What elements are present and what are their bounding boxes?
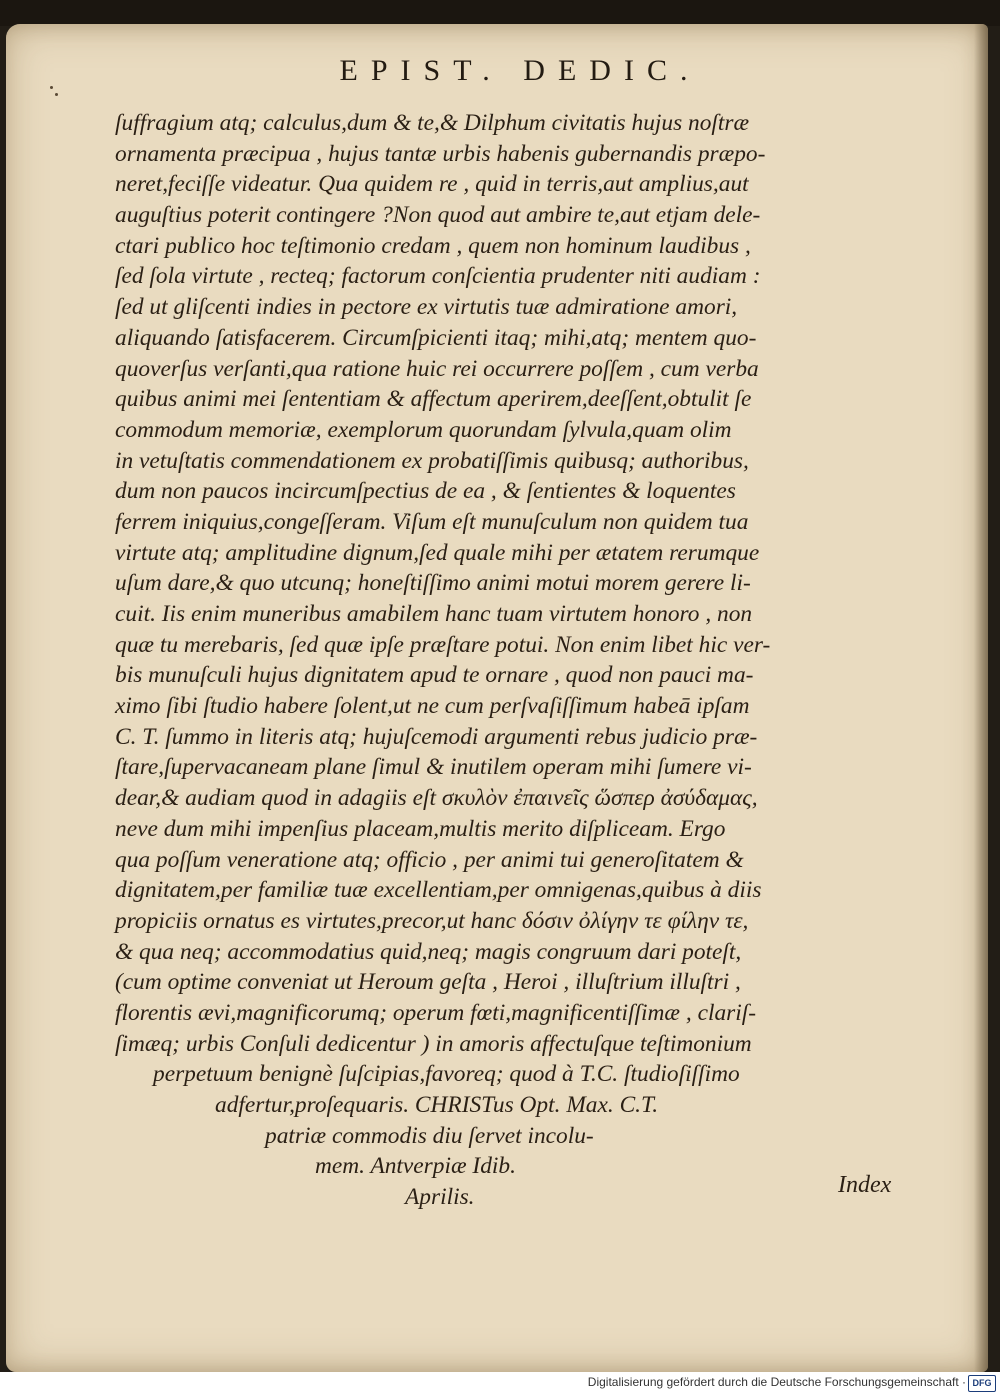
- text-line: (cum optime conveniat ut Heroum geſta , Heroi , illuſtrium illuſtri ,: [115, 969, 741, 996]
- text-line: patriæ commodis diu ſervet incolu-: [265, 1122, 594, 1149]
- text-line: uſum dare,& quo utcunq; honeſtiſſimo animi motui morem gerere li-: [115, 570, 751, 597]
- text-line: ornamenta præcipua , hujus tantæ urbis habenis gubernandis præpo-: [115, 140, 766, 167]
- text-line: bis munuſculi hujus dignitatem apud te ornare , quod non pauci ma-: [115, 662, 754, 689]
- text-line: dignitatem,per familiæ tuæ excellentiam,per omnigenas,quibus à diis: [115, 877, 762, 904]
- text-line: dum non paucos incircumſpectius de ea , & ſentientes & loquentes: [115, 478, 736, 505]
- text-line: C. T. ſummo in literis atq; hujuſcemodi argumenti rebus judicio præ-: [115, 723, 758, 750]
- footer-bar: [0, 1372, 1000, 1394]
- text-line: cuit. Iis enim muneribus amabilem hanc tuam virtutem honoro , non: [115, 601, 753, 627]
- text-line: adfertur,proſequaris. CHRISTus Opt. Max. C.T.: [215, 1092, 659, 1118]
- running-header: EPIST. DEDIC.: [339, 54, 701, 87]
- text-line: neve dum mihi impenſius placeam,multis merito diſpliceam. Ergo: [115, 815, 726, 842]
- text-line: propiciis ornatus es virtutes,precor,ut hanc δόσιν ὀλίγην τε φίλην τε,: [115, 907, 749, 934]
- page-shadow: [974, 24, 988, 1372]
- funding-credit: Digitalisierung gefördert durch die Deutsche Forschungsgemeinschaft ·: [587, 1375, 966, 1389]
- text-line: ſuffragium atq; calculus,dum & te,& Dilphum civitatis hujus noſtræ: [115, 110, 750, 136]
- text-line: qua poſſum veneratione atq; officio , per animi tui generoſitatem &: [115, 846, 744, 873]
- text-line: perpetuum benignè ſuſcipias,favoreq; quod à T.C. ſtudioſiſſimo: [153, 1061, 740, 1088]
- text-line: ximo ſibi ſtudio habere ſolent,ut ne cum perſvaſiſſimum habeā ipſam: [115, 693, 750, 720]
- text-line: Aprilis.: [405, 1184, 475, 1211]
- text-line: dear,& audiam quod in adagiis eſt σκυλὸν ἐπαινεῖς ὥσπερ ἀσύδαμας,: [115, 785, 758, 812]
- text-line: ferrem iniquius,congeſſeram. Viſum eſt munuſculum non quidem tua: [115, 508, 749, 535]
- text-line: neret,feciſſe videatur. Qua quidem re , quid in terris,aut amplius,aut: [115, 171, 749, 198]
- body-text: [115, 108, 915, 1213]
- text-line: quibus animi mei ſententiam & affectum aperirem,deeſſent,obtulit ſe: [115, 386, 752, 413]
- text-line: ſtare,ſupervacaneam plane ſimul & inutilem operam mihi ſumere vi-: [115, 754, 752, 781]
- text-line: aliquando ſatisfacerem. Circumſpicienti itaq; mihi,atq; mentem quo-: [115, 324, 757, 351]
- catchword: Index: [838, 1172, 892, 1198]
- text-line: mem. Antverpiæ Idib.: [315, 1153, 516, 1180]
- text-line: ſimæq; urbis Conſuli dedicentur ) in amoris affectuſque teſtimonium: [115, 1030, 752, 1057]
- text-line: ſed ſola virtute , recteq; factorum conſcientia prudenter niti audiam :: [115, 263, 761, 290]
- book-edge: [0, 0, 1000, 26]
- text-line: virtute atq; amplitudine dignum,ſed quale mihi per ætatem rerumque: [115, 539, 760, 566]
- text-line: auguſtius poterit contingere ?Non quod aut ambire te,aut etjam dele-: [115, 202, 761, 229]
- text-line: ſed ut gliſcenti indies in pectore ex virtutis tuæ admiratione amori,: [115, 294, 738, 321]
- text-line: in vetuſtatis commendationem ex probatiſſimis quibusq; authoribus,: [115, 447, 749, 474]
- text-line: commodum memoriæ, exemplorum quorundam ſylvula,quam olim: [115, 416, 732, 443]
- text-line: quæ tu merebaris, ſed quæ ipſe præſtare potui. Non enim libet hic ver-: [115, 631, 771, 658]
- text-line: quoverſus verſanti,qua ratione huic rei occurrere poſſem , cum verba: [115, 355, 759, 382]
- text-line: & qua neq; accommodatius quid,neq; magis congruum dari poteſt,: [115, 938, 742, 965]
- text-line: ctari publico hoc teſtimonio credam , quem non hominum laudibus ,: [115, 232, 751, 259]
- text-line: florentis ævi,magnificorumq; operum fœti,magnificentiſſimæ , clariſ-: [115, 999, 757, 1026]
- dfg-logo-icon: DFG: [968, 1375, 996, 1392]
